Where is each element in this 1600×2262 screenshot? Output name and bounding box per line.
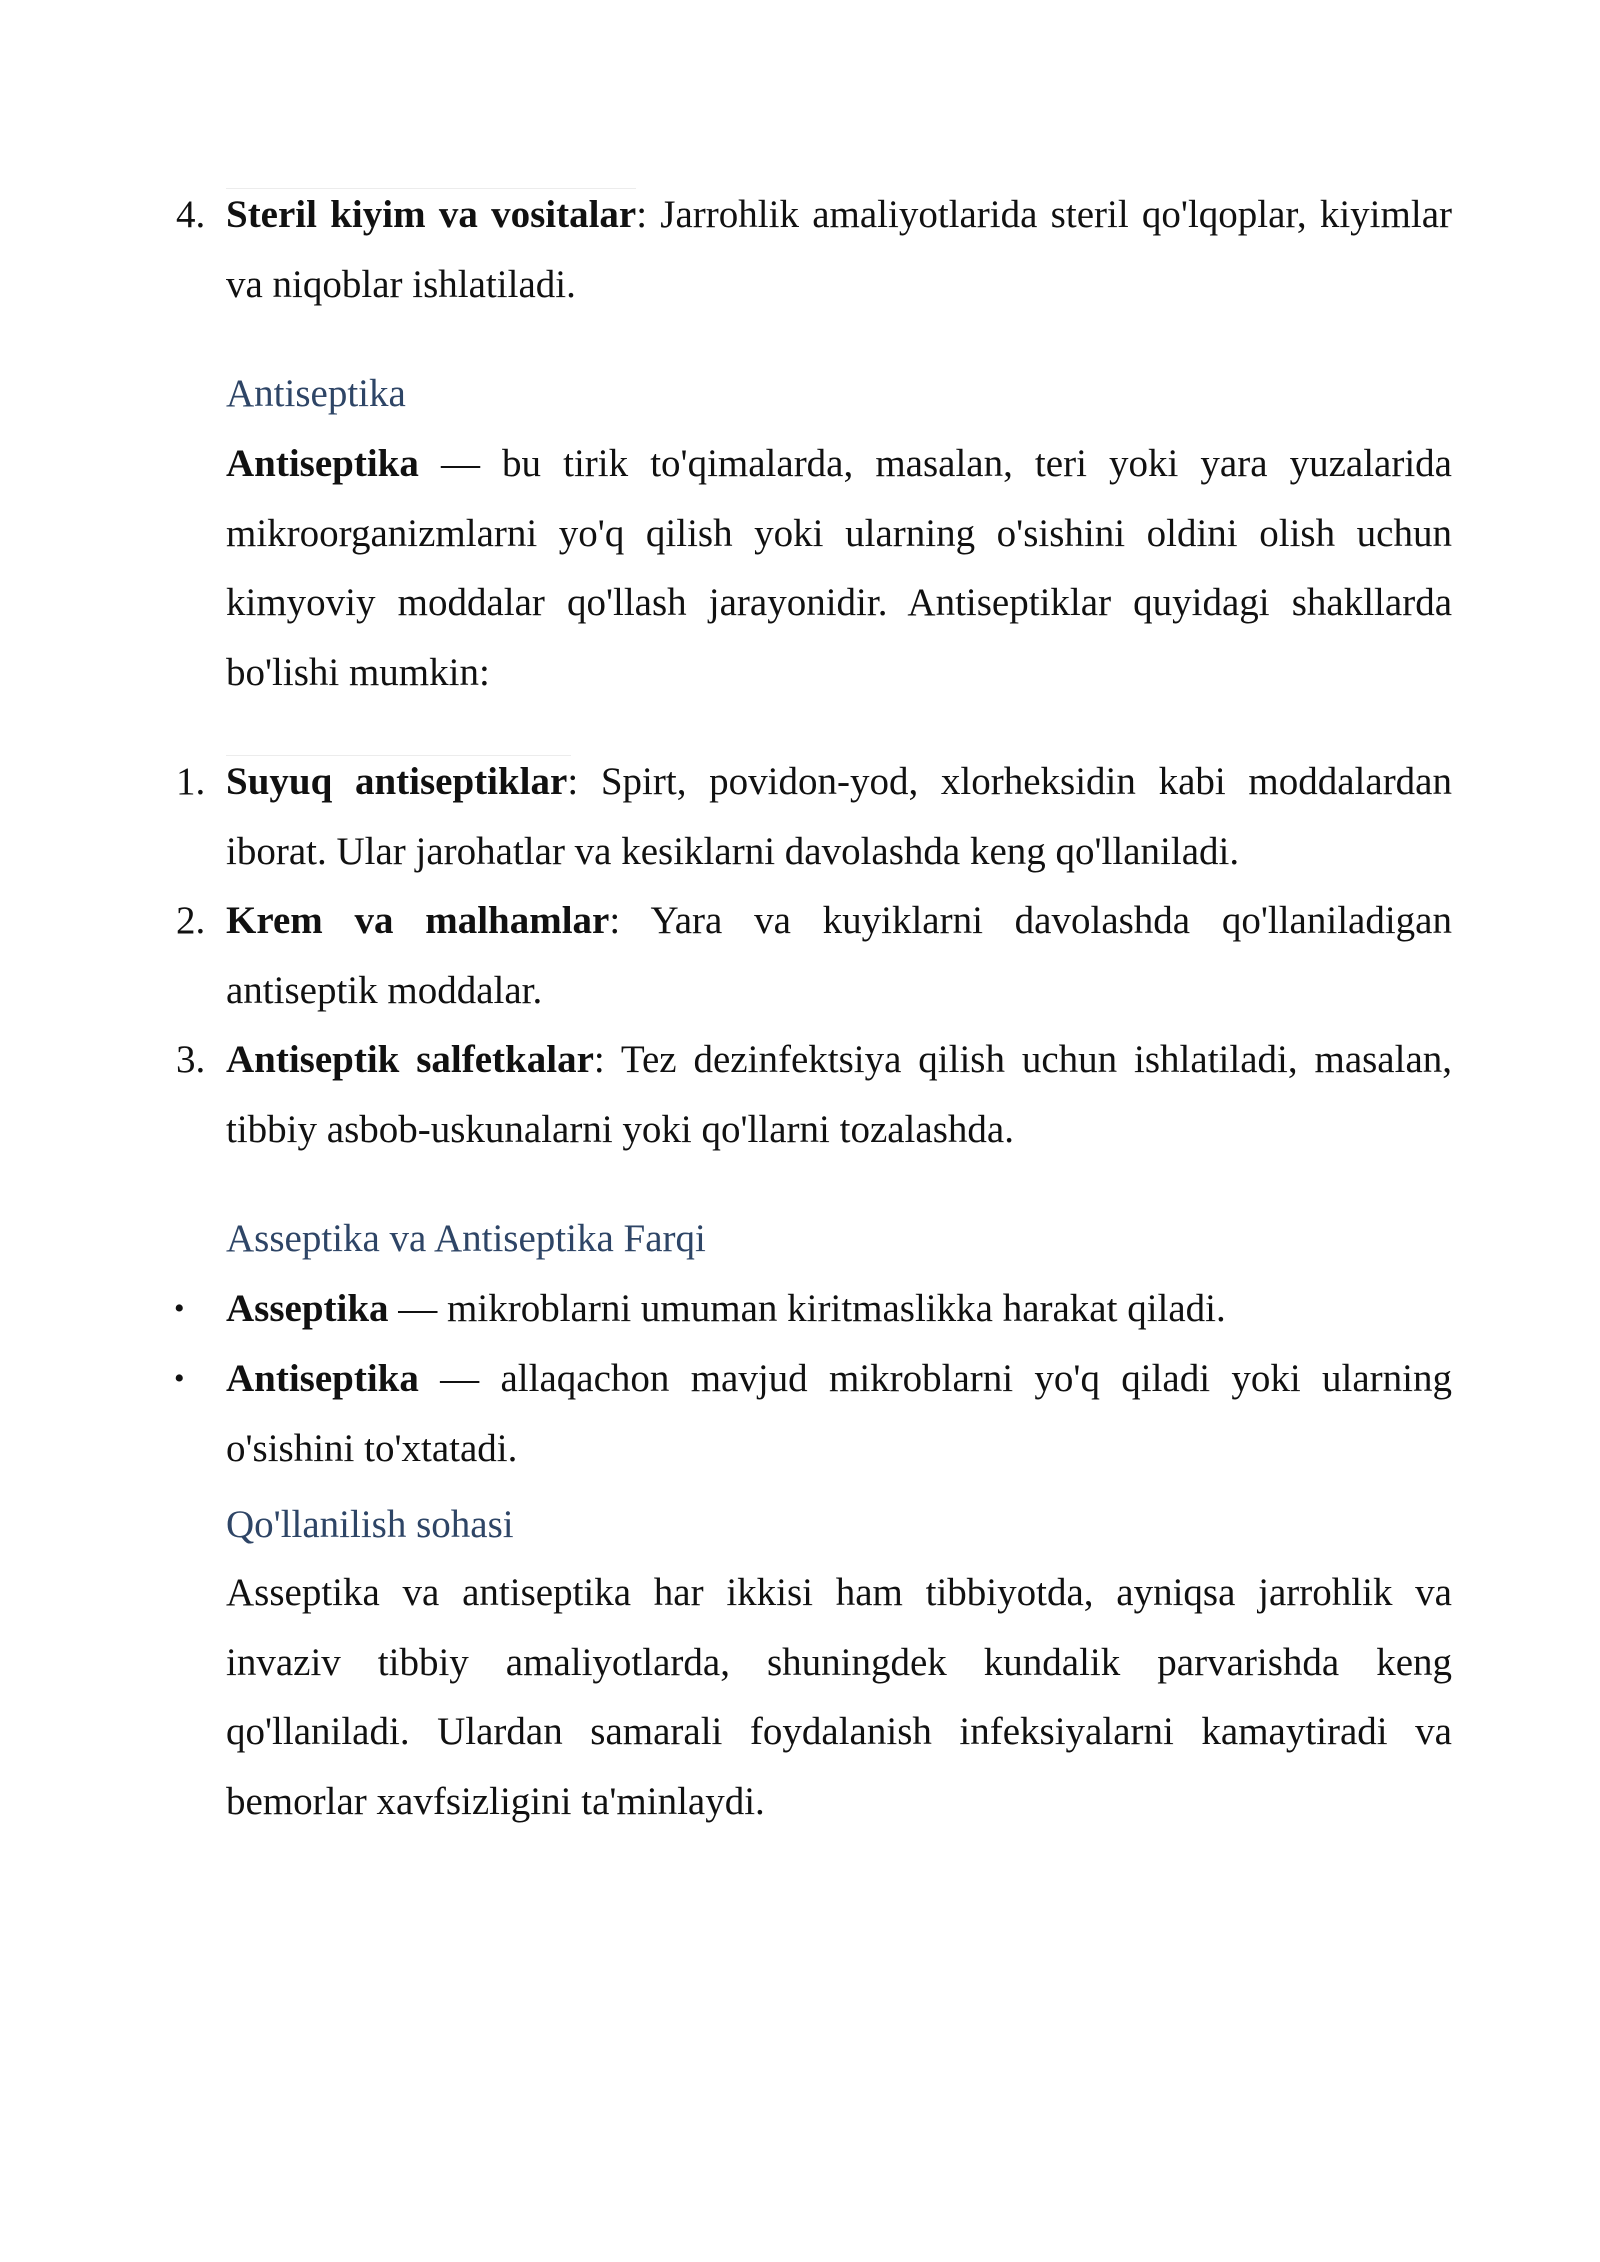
list-item-text: : Jarrohlik amaliyotlarida steril qo'lqoplar, kiyimlar va niqoblar ishlatiladi. [226,193,1452,306]
paragraph-antiseptika [226,429,1452,707]
bullet-item-term: Antiseptika [226,1357,419,1400]
list-number: 3. [176,1038,206,1081]
list-item-text: : Tez dezinfektsiya qilish uchun ishlatiladi, masalan, tibbiy asbob-uskunalarni yoki qo'llarni tozalashda. [226,1038,1453,1151]
list-item-krem-malhamlar [176,886,1452,1025]
list-item-term: Antiseptik salfetkalar [226,1038,594,1081]
section-heading-farqi: Asseptika va Antiseptika Farqi [226,1217,706,1260]
list-number: 4. [176,193,206,236]
list-item-term: Krem va malhamlar [226,899,610,942]
bullet-item-term: Asseptika [226,1287,389,1330]
paragraph-qollanilish: Asseptika va antiseptika har ikkisi ham tibbiyotda, ayniqsa jarrohlik va invaziv tibbiy amaliyotlarda, shuningdek kundalik parvarishda keng qo'llaniladi. Ulardan samarali foydalanish infeksiyalarni kamaytiradi va bemorlar xavfsizligini ta'minlaydi. [226,1571,1452,1823]
list-item-steril-kiyim [176,180,1452,319]
list-item-antiseptik-salfetkalar [176,1025,1453,1164]
bullet-icon: • [174,1292,185,1325]
bullet-item-text: — mikroblarni umuman kiritmaslikka harakat qiladi. [388,1287,1226,1330]
list-item-term: Steril kiyim va vositalar [226,193,637,236]
bullet-item-antiseptika [174,1344,1452,1483]
paragraph-text: — bu tirik to'qimalarda, masalan, teri yoki yara yuzalarida mikroorganizmlarni yo'q qilish yoki ularning o'sishini oldini olish uchun kimyoviy moddalar qo'llash jarayonidir. Antiseptiklar quyidagi shakllarda bo'lishi mumkin: [226,442,1452,694]
bullet-item-text: — allaqachon mavjud mikroblarni yo'q qiladi yoki ularning o'sishini to'xtatadi. [226,1357,1452,1470]
section-heading-antiseptika: Antiseptika [226,372,406,415]
list-number: 2. [176,899,206,942]
list-item-suyuq-antiseptiklar [176,747,1452,886]
list-item-text: : Yara va kuyiklarni davolashda qo'llaniladigan antiseptik moddalar. [226,899,1452,1012]
section-heading-qollanilish: Qo'llanilish sohasi [226,1503,514,1546]
list-item-text: : Spirt, povidon-yod, xlorheksidin kabi moddalardan iborat. Ular jarohatlar va kesiklarni davolashda keng qo'llaniladi. [226,760,1452,873]
bullet-item-asseptika [174,1274,1452,1344]
paragraph-term: Antiseptika [226,442,419,485]
list-number: 1. [176,760,206,803]
list-item-term: Suyuq antiseptiklar [226,760,568,803]
bullet-icon: • [174,1362,185,1395]
